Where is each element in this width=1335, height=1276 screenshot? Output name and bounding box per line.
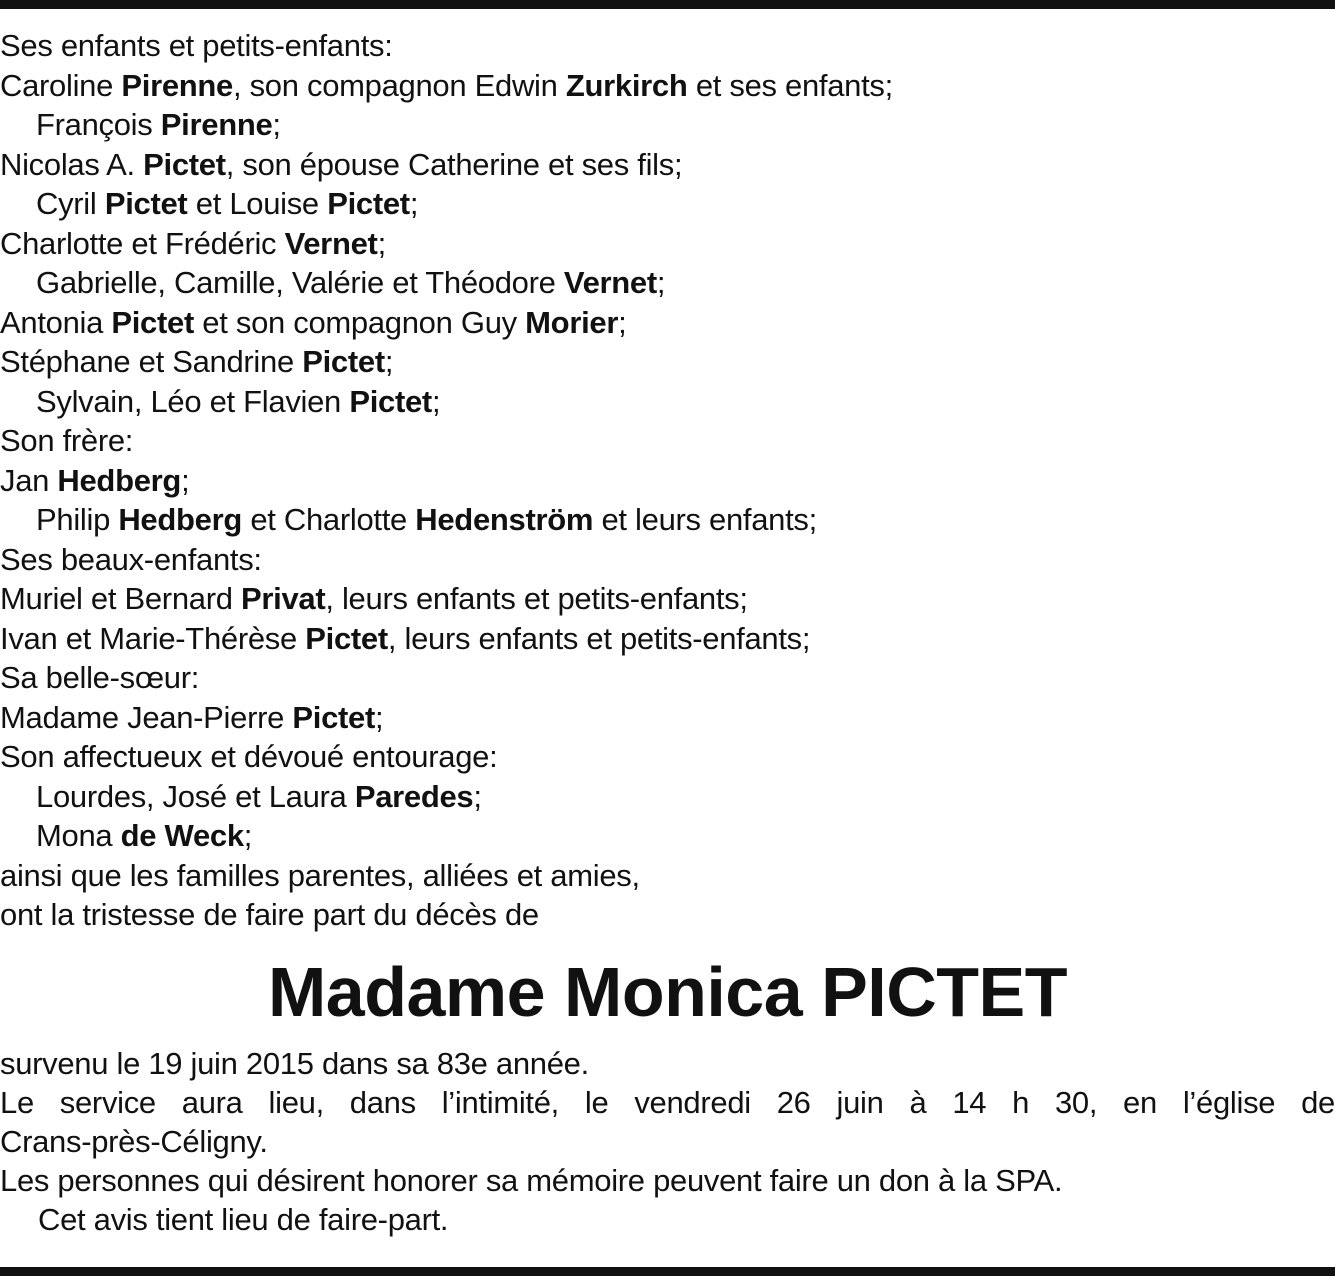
- family-line: [0, 540, 1335, 580]
- family-text: Sylvain, Léo et Flavien: [36, 383, 350, 419]
- family-text: Philip: [36, 502, 119, 537]
- family-text: Ses enfants et petits-enfants:: [0, 28, 393, 63]
- family-text: Son affectueux et dévoué entourage:: [0, 739, 498, 774]
- family-text: Lourdes, José et Laura: [36, 778, 355, 814]
- notice-line: Cet avis tient lieu de faire-part.: [38, 1202, 449, 1237]
- family-line: [0, 737, 1335, 777]
- family-text: , son épouse Catherine et ses fils;: [225, 146, 683, 182]
- family-surname: Hedberg: [118, 502, 242, 537]
- family-text: ;: [384, 344, 394, 379]
- family-text: et Louise: [187, 186, 328, 221]
- family-text: ainsi que les familles parentes, alliées et amies,: [0, 857, 640, 893]
- family-text: et ses enfants;: [687, 67, 893, 103]
- family-surname: Pictet: [327, 186, 410, 221]
- family-text: Son frère:: [0, 423, 134, 458]
- family-line: [0, 895, 1335, 935]
- family-line: [0, 421, 1335, 461]
- family-text: ;: [377, 225, 386, 261]
- family-surname: Pictet: [305, 620, 388, 656]
- family-text: Jan: [0, 462, 58, 498]
- family-text: Ses beaux-enfants:: [0, 541, 262, 577]
- family-text: et Charlotte: [242, 502, 416, 537]
- family-line: [0, 224, 1335, 264]
- family-text: Sa belle-sœur:: [0, 660, 200, 695]
- family-text: et son compagnon Guy: [193, 304, 526, 340]
- bottom-rule: [0, 1267, 1335, 1276]
- family-text: Stéphane et Sandrine: [0, 344, 303, 379]
- family-text: ;: [431, 383, 441, 419]
- family-text: ;: [272, 107, 281, 142]
- family-surname: Pirenne: [121, 67, 233, 103]
- closing-text: [0, 1044, 1335, 1239]
- top-rule: [0, 0, 1335, 9]
- family-text: Ivan et Marie-Thérèse: [0, 620, 306, 656]
- family-line: [0, 184, 1335, 224]
- family-list: [0, 26, 1335, 935]
- service-place-line: Crans-près-Céligny.: [0, 1124, 268, 1159]
- family-line: [0, 500, 1335, 540]
- death-date-line: survenu le 19 juin 2015 dans sa 83e année.: [0, 1046, 589, 1081]
- family-surname: Hedenström: [415, 502, 594, 537]
- family-text: ;: [409, 186, 419, 221]
- family-line: [0, 145, 1335, 185]
- donation-line: Les personnes qui désirent honorer sa mémoire peuvent faire un don à la SPA.: [0, 1163, 1063, 1198]
- family-surname: Pictet: [349, 383, 432, 419]
- family-text: Caroline: [0, 67, 122, 103]
- family-line: [0, 263, 1335, 303]
- service-line: Le service aura lieu, dans l’intimité, le vendredi 26 juin à 14 h 30, en l’église de: [0, 1085, 1335, 1120]
- deceased-name: Madame Monica PICTET: [267, 953, 1068, 1031]
- family-line: [0, 579, 1335, 619]
- family-text: Cyril: [36, 186, 105, 221]
- family-surname: Morier: [525, 304, 619, 340]
- family-surname: Vernet: [284, 225, 378, 261]
- family-text: ;: [618, 304, 627, 340]
- family-text: Charlotte et Frédéric: [0, 225, 285, 261]
- family-text: Mona: [36, 818, 121, 853]
- family-surname: Paredes: [354, 778, 474, 814]
- family-line: [0, 856, 1335, 896]
- family-line: [0, 461, 1335, 501]
- family-line: [0, 342, 1335, 382]
- family-text: , leurs enfants et petits-enfants;: [387, 620, 811, 656]
- family-surname: Pictet: [292, 699, 375, 735]
- family-text: Muriel et Bernard: [0, 581, 241, 616]
- family-line: [0, 105, 1335, 145]
- family-text: , leurs enfants et petits-enfants;: [325, 581, 748, 616]
- family-line: [0, 816, 1335, 856]
- family-surname: Hedberg: [57, 462, 182, 498]
- family-text: ;: [181, 462, 190, 498]
- family-line: [0, 26, 1335, 66]
- family-line: [0, 658, 1335, 698]
- family-surname: Vernet: [563, 265, 657, 300]
- family-text: ;: [473, 778, 482, 814]
- family-surname: Pictet: [104, 186, 188, 221]
- family-line: [0, 698, 1335, 738]
- family-text: et leurs enfants;: [593, 502, 817, 537]
- family-text: Gabrielle, Camille, Valérie et Théodore: [36, 265, 564, 300]
- family-text: Antonia: [0, 304, 112, 340]
- family-line: [0, 303, 1335, 343]
- family-line: [0, 777, 1335, 817]
- family-surname: Zurkirch: [565, 67, 688, 103]
- family-text: François: [36, 107, 161, 142]
- family-text: ;: [656, 265, 666, 300]
- family-surname: Pictet: [302, 344, 385, 379]
- family-line: [0, 66, 1335, 106]
- family-text: ;: [243, 818, 253, 853]
- family-line: [0, 382, 1335, 422]
- family-text: ont la tristesse de faire part du décès de: [0, 897, 539, 932]
- family-surname: Privat: [240, 581, 326, 616]
- family-text: , son compagnon Edwin: [232, 67, 566, 103]
- family-text: Nicolas A.: [0, 146, 144, 182]
- family-surname: Pictet: [143, 146, 226, 182]
- family-surname: Pictet: [111, 304, 194, 340]
- family-text: ;: [375, 699, 384, 735]
- family-surname: Pirenne: [160, 107, 273, 142]
- family-line: [0, 619, 1335, 659]
- family-text: Madame Jean-Pierre: [0, 699, 293, 735]
- family-surname: de Weck: [120, 818, 244, 853]
